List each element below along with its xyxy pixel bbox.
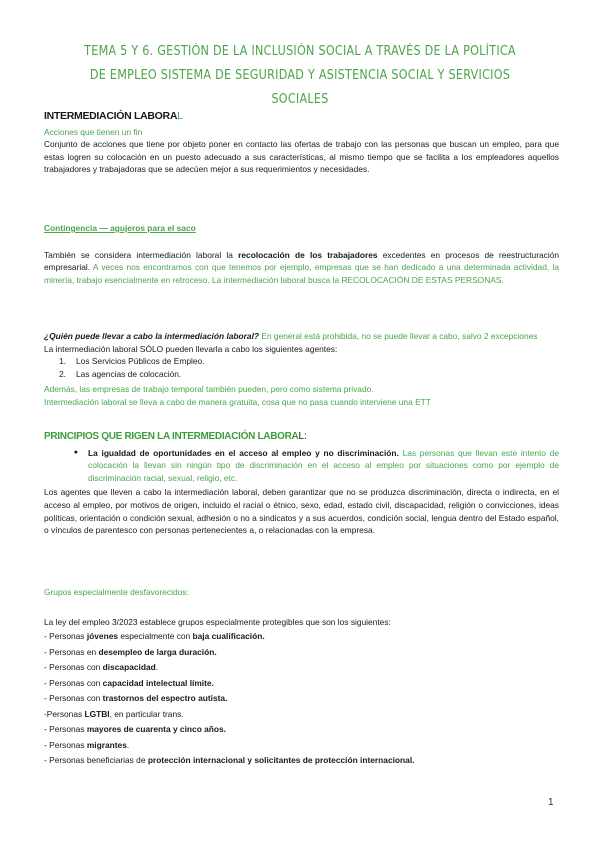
text-green: A veces nos encontramos con que tenemos por ejemplo, empresas que se han dedicado a una determinada actividad, la minería, trabajo esencialmente en retroceso. La intermediación laboral busca la RECOLOCACIÓN DE ESTAS PERSONAS. [44,262,559,285]
bullet-item [44,447,559,485]
list-item [44,355,559,368]
question-text: ¿Quién puede llevar a cabo la intermediación laboral? [44,331,260,341]
list-item: - Personas jóvenes especialmente con baja cualificación. [44,631,265,642]
answer-text: En general está prohibida, no se puede llevar a cabo, salvo 2 excepciones [259,331,538,341]
recolocacion-paragraph [44,249,559,287]
heading-text: PRINCIPIOS QUE RIGEN LA INTERMEDIACIÓN LABORA [44,431,299,442]
list-item: - Personas migrantes. [44,739,130,750]
section-principios [44,430,559,537]
list-text: Las agencias de colocación. [76,368,182,379]
page-title: TEMA 5 Y 6. GESTIÓN DE LA INCLUSIÓN SOCIAL A TRAVÉS DE LA POLÍTICA DE EMPLEO SISTEMA DE SEGURIDAD Y ASISTENCIA SOCIAL Y SERVICIOS SOCIALES [84,44,516,107]
grupos-intro: La ley del empleo 3/2023 establece grupos especialmente protegibles que son los siguientes: [44,616,391,627]
question-line [44,330,559,343]
section-intermediacion [44,110,559,176]
bullet-icon: ● [73,448,78,456]
text-run: También se considera intermediación laboral la [44,249,239,260]
list-item: - Personas en desempleo de larga duración. [44,646,217,657]
text-bold: recolocación de los trabajadores [238,249,378,260]
note-ett: Además, las empresas de trabajo temporal también pueden, pero como sistema privado. [44,384,374,395]
grupos-list [44,629,559,769]
list-text: Los Servicios Públicos de Empleo. [76,356,205,367]
bullet-green: Las personas que llevan este intento de colocación la llevan sin ningún tipo de discriminación en el acceso al empleo por situaciones como por ejemplo de discriminación racial, sexual, religio, etc. [88,447,560,483]
heading-end: L: [298,431,307,442]
discrimination-paragraph: Los agentes que lleven a cabo la intermediación laboral, deben garantizar que no se produzca discriminación, directa o indirecta, en el acceso al empleo, por motivos de origen, incluido el racial o étnico, sexo, edad, estado civil, discapacidad, religión o convicciones, ideas políticas, orientación o condición sexual, adhesión o no a sindicatos y a sus acuerdos, condición social, lengua dentro del Estado español, o vínculos de parentesco con personas pertenecientes a, o relacionadas con la empresa. [44,487,559,536]
list-item [44,368,559,381]
list-item: - Personas con discapacidad. [44,662,159,673]
bullet-bold: La igualdad de oportunidades en el acceso al empleo y no discriminación. [88,447,399,458]
contingencia-heading: Contingencia — agujeros para el saco [44,223,196,233]
section-grupos [44,586,559,769]
list-item: - Personas beneficiarias de protección internacional y solicitantes de protección internacional. [44,755,415,766]
section-contingencia [44,222,559,286]
list-number: 2. [59,368,66,379]
list-item: - Personas mayores de cuarenta y cinco años. [44,724,227,735]
agents-intro: La intermediación laboral SÓLO pueden llevarla a cabo los siguientes agentes: [44,343,338,354]
note-gratuita: Intermediación laboral se lleva a cabo de manera gratuita, cosa que no pasa cuando interviene una ETT [44,396,431,407]
heading-end: L [177,110,183,122]
definition-paragraph: Conjunto de acciones que tiene por objeto poner en contacto las ofertas de trabajo con las personas que buscan un empleo, para que estas logren su colocación en un puesto adecuado a sus características, al mismo tiempo que se facilita a los empleadores aquellos trabajadores y trabajadoras que se adecúen mejor a sus requerimientos y necesidades. [44,139,559,175]
section-heading [44,110,559,123]
list-item: - Personas con capacidad intelectual límite. [44,677,214,688]
list-item: - Personas con trastornos del espectro autista. [44,693,228,704]
principios-heading [44,430,559,444]
subheading: Acciones que tienen un fin [44,126,143,137]
section-quien [44,330,559,409]
page-number: 1 [548,797,554,808]
list-number: 1. [59,356,66,367]
list-item: -Personas LGTBI, en particular trans. [44,708,184,719]
heading-text: INTERMEDIACIÓN LABORA [44,110,178,122]
text-run: excedentes en procesos de reestructuración empresarial. [44,249,560,273]
grupos-heading: Grupos especialmente desfavorecidos: [44,587,189,597]
